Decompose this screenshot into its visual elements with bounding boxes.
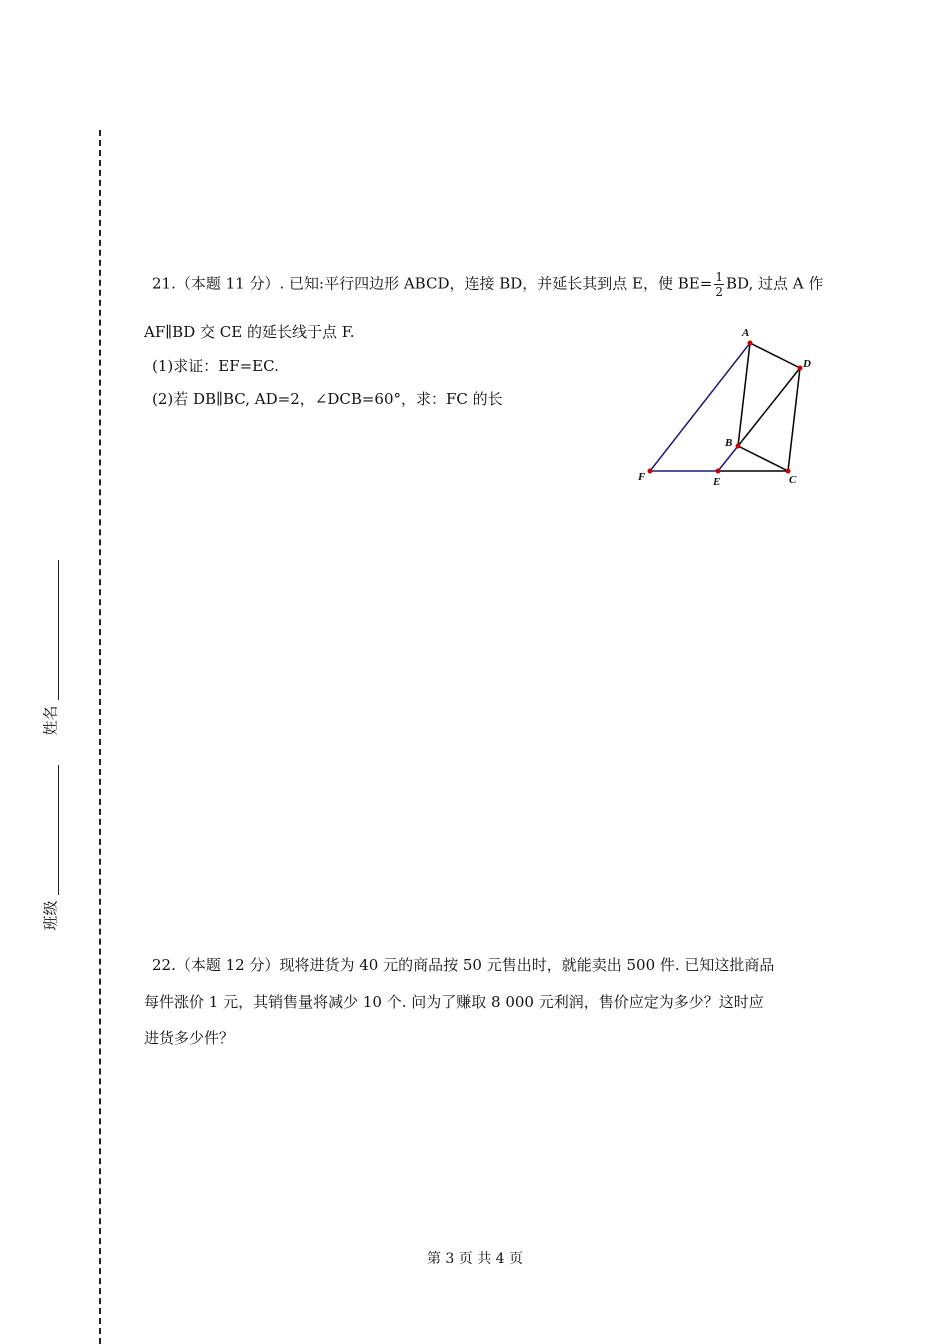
fraction-denominator: 2 (715, 285, 723, 299)
point-a (748, 341, 753, 346)
name-field (30, 560, 70, 750)
label-c: C (789, 474, 797, 486)
q21-line-2: AF∥BD 交 CE 的延长线于点 F. (144, 323, 355, 341)
point-b (736, 444, 741, 449)
page-number: 第 3 页 共 4 页 (426, 1251, 524, 1267)
geometry-figure (630, 320, 830, 495)
segment-dc (788, 368, 800, 471)
segment-ad (750, 343, 800, 368)
q21-part-2: (2)若 DB∥BC, AD=2，∠DCB=60°，求：FC 的长 (152, 390, 503, 408)
label-a: A (742, 327, 750, 339)
point-d (798, 366, 803, 371)
class-label: 班级 (41, 900, 60, 931)
fraction-numerator: 1 (715, 270, 723, 284)
q21-part-1: (1)求证：EF=EC. (152, 357, 279, 375)
label-f: F (638, 471, 646, 483)
point-c (786, 469, 791, 474)
class-underline (58, 765, 59, 895)
segment-ab (738, 343, 750, 446)
label-b: B (725, 437, 733, 449)
class-field (30, 765, 70, 940)
segment-fa (650, 343, 750, 471)
fraction-one-half (714, 270, 724, 299)
q22-line-1: 22.（本题 12 分）现将进货为 40 元的商品按 50 元售出时，就能卖出 500 件. 已知这批商品 (152, 956, 775, 974)
q22-line-3: 进货多少件？ (144, 1029, 235, 1047)
q21-line1-post: BD, 过点 A 作 (725, 274, 824, 293)
label-d: D (803, 358, 811, 370)
name-underline (58, 560, 59, 700)
point-e (716, 469, 721, 474)
label-e: E (713, 476, 721, 488)
point-f (648, 469, 653, 474)
binding-dashed-line (99, 130, 101, 1344)
segment-bc (738, 446, 788, 471)
segment-eb (718, 446, 738, 471)
q21-line-1 (152, 270, 823, 299)
q21-line1-pre: 21.（本题 11 分）. 已知:平行四边形 ABCD，连接 BD，并延长其到点 E，使 BE= (152, 274, 713, 293)
segment-bd (738, 368, 800, 446)
name-label: 姓名 (41, 705, 60, 736)
q22-line-2: 每件涨价 1 元，其销售量将减少 10 个. 问为了赚取 8 000 元利润，售价应定为多少？这时应 (144, 993, 764, 1011)
